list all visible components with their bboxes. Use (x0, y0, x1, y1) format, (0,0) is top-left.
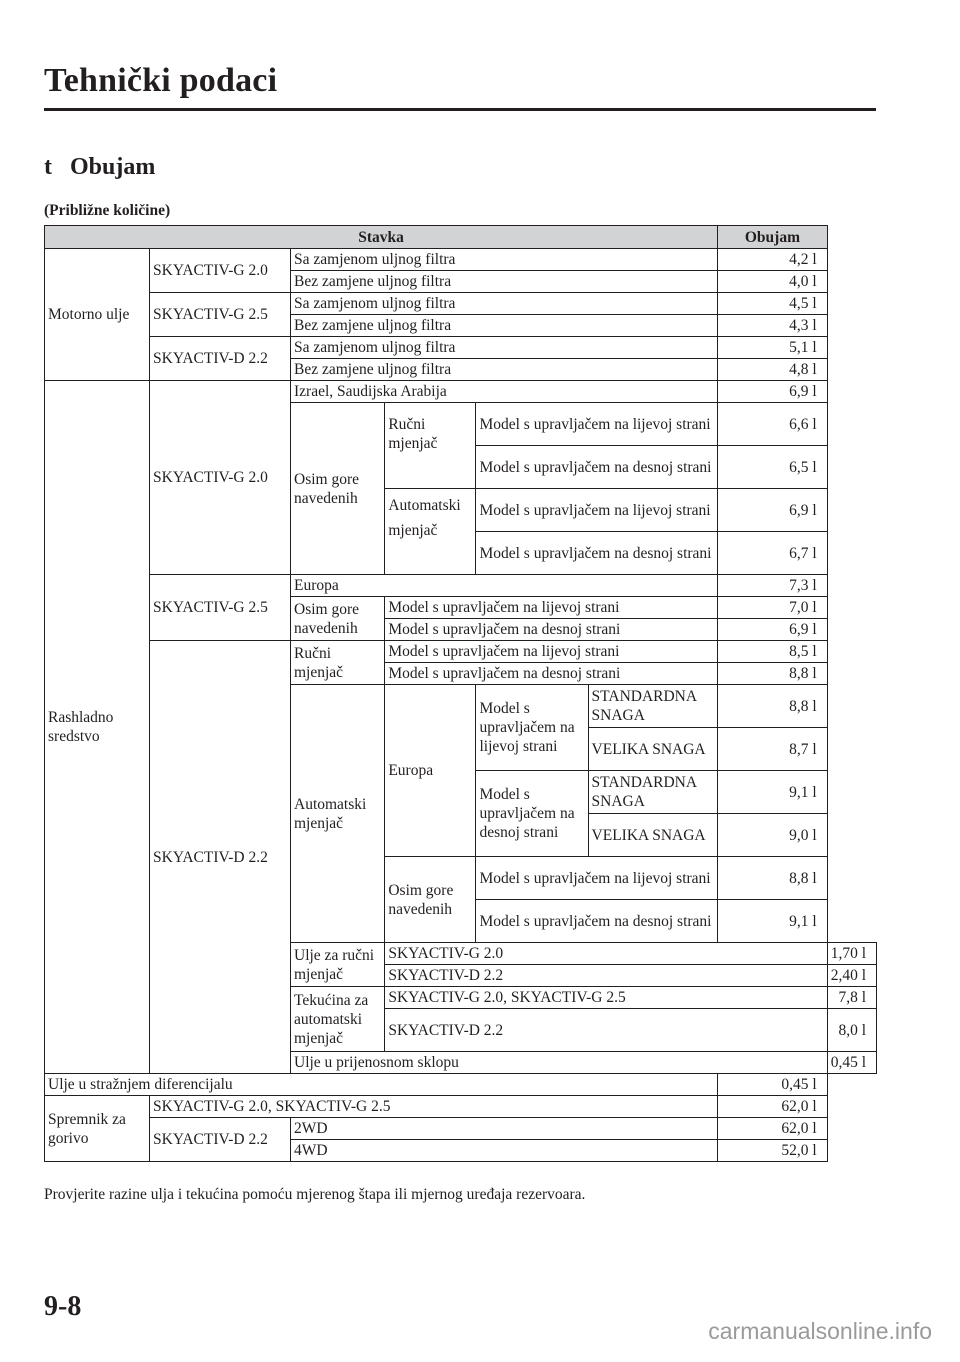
cell-value: 8,8 l (718, 857, 828, 900)
engine-name: SKYACTIV-D 2.2 (150, 641, 291, 1074)
row-label: Tekućina za automatski mjenjač (291, 987, 385, 1052)
model-lhd: Model s upravljačem na lijevoj strani (476, 685, 588, 771)
engine-name: SKYACTIV-D 2.2 (150, 1118, 291, 1162)
cell-text: Model s upravljačem na desnoj strani (476, 532, 718, 575)
cell-value: 6,9 l (718, 489, 828, 532)
engine-name: SKYACTIV-G 2.5 (150, 293, 291, 337)
section-bullet: t (44, 154, 52, 180)
cell-value: 7,3 l (718, 575, 828, 597)
cell-value: 0,45 l (718, 1074, 828, 1096)
cell-text: Model s upravljačem na lijevoj strani (476, 857, 718, 900)
cell-text: Model s upravljačem na lijevoj strani (476, 403, 718, 446)
cell-value: 6,7 l (718, 532, 828, 575)
header-item: Stavka (45, 226, 718, 249)
cell-text: Bez zamjene uljnog filtra (291, 315, 718, 337)
table-header-row (45, 226, 877, 249)
transmission-automatic: Automatski mjenjač (385, 489, 476, 575)
table-row (45, 381, 877, 403)
model-rhd: Model s upravljačem na desnoj strani (476, 771, 588, 857)
cell-text: Model s upravljačem na lijevoj strani (385, 641, 718, 663)
cell-value: 62,0 l (718, 1118, 828, 1140)
cell-value: 4,2 l (718, 249, 828, 271)
cell-text: Bez zamjene uljnog filtra (291, 359, 718, 381)
power-standard: STANDARDNA SNAGA (588, 771, 718, 814)
title-rule (44, 108, 876, 111)
table-row (45, 293, 877, 315)
cell-value: 5,1 l (718, 337, 828, 359)
capacity-table (44, 225, 877, 1162)
cell-value: 7,0 l (718, 597, 828, 619)
table-row (45, 1074, 877, 1096)
cell-value: 6,5 l (718, 446, 828, 489)
footnote: Provjerite razine ulja i tekućina pomoću mjerenog štapa ili mjernog uređaja rezervoara. (44, 1186, 586, 1203)
cell-value: 6,6 l (718, 403, 828, 446)
table-row (45, 337, 877, 359)
transmission-manual: Ručni mjenjač (291, 641, 385, 685)
page-number: 9-8 (44, 1291, 82, 1322)
cell-text: SKYACTIV-D 2.2 (385, 965, 827, 987)
cell-value: 7,8 l (827, 987, 876, 1009)
cell-text: Sa zamjenom uljnog filtra (291, 293, 718, 315)
row-label: Spremnik za gorivo (45, 1096, 150, 1162)
cell-value: 9,1 l (718, 900, 828, 943)
cell-text: Model s upravljačem na desnoj strani (476, 900, 718, 943)
table-row (45, 575, 877, 597)
cell-text: Europa (291, 575, 718, 597)
power-standard: STANDARDNA SNAGA (588, 685, 718, 728)
cell-text: Ulje u stražnjem diferencijalu (45, 1074, 718, 1096)
region-other: Osim gore navedenih (291, 597, 385, 641)
cell-text: Ulje u prijenosnom sklopu (291, 1052, 828, 1074)
cell-value: 8,7 l (718, 728, 828, 771)
cell-text: 2WD (291, 1118, 718, 1140)
cell-text: Model s upravljačem na desnoj strani (476, 446, 718, 489)
cell-value: 8,0 l (827, 1009, 876, 1052)
engine-name: SKYACTIV-G 2.0 (150, 249, 291, 293)
cell-value: 8,5 l (718, 641, 828, 663)
engine-name: SKYACTIV-G 2.0 (150, 381, 291, 575)
cell-value: 6,9 l (718, 381, 828, 403)
row-label: Rashladno sredstvo (45, 381, 150, 1074)
cell-value: 8,8 l (718, 685, 828, 728)
power-high: VELIKA SNAGA (588, 728, 718, 771)
section-note: (Približne količine) (44, 202, 171, 219)
cell-text: Bez zamjene uljnog filtra (291, 271, 718, 293)
table-row (45, 249, 877, 271)
cell-text: SKYACTIV-G 2.0, SKYACTIV-G 2.5 (385, 987, 827, 1009)
table-row (45, 1096, 877, 1118)
page-title: Tehnički podaci (44, 62, 278, 99)
cell-text: Model s upravljačem na desnoj strani (385, 663, 718, 685)
region-europe: Europa (385, 685, 476, 857)
cell-text: 4WD (291, 1140, 718, 1162)
row-label: Ulje za ručni mjenjač (291, 943, 385, 987)
table-row (45, 641, 877, 663)
cell-value: 9,0 l (718, 814, 828, 857)
cell-text: SKYACTIV-G 2.0, SKYACTIV-G 2.5 (150, 1096, 718, 1118)
section-title: Obujam (70, 154, 156, 180)
cell-value: 52,0 l (718, 1140, 828, 1162)
cell-text: Model s upravljačem na lijevoj strani (385, 597, 718, 619)
cell-value: 4,3 l (718, 315, 828, 337)
cell-text: Sa zamjenom uljnog filtra (291, 249, 718, 271)
cell-value: 62,0 l (718, 1096, 828, 1118)
table-row (45, 1118, 877, 1140)
power-high: VELIKA SNAGA (588, 814, 718, 857)
cell-text: SKYACTIV-D 2.2 (385, 1009, 827, 1052)
watermark: carmanualsonline.info (708, 1318, 932, 1344)
section-heading (44, 154, 155, 181)
cell-value: 1,70 l (827, 943, 876, 965)
engine-name: SKYACTIV-G 2.5 (150, 575, 291, 641)
cell-text: Sa zamjenom uljnog filtra (291, 337, 718, 359)
cell-value: 4,5 l (718, 293, 828, 315)
cell-value: 6,9 l (718, 619, 828, 641)
cell-text: Model s upravljačem na lijevoj strani (476, 489, 718, 532)
engine-name: SKYACTIV-D 2.2 (150, 337, 291, 381)
region-other: Osim gore navedenih (385, 857, 476, 943)
cell-value: 0,45 l (827, 1052, 876, 1074)
transmission-automatic: Automatski mjenjač (291, 685, 385, 943)
header-volume: Obujam (718, 226, 828, 249)
cell-value: 4,8 l (718, 359, 828, 381)
transmission-manual: Ručni mjenjač (385, 403, 476, 489)
cell-value: 9,1 l (718, 771, 828, 814)
region-other: Osim gore navedenih (291, 403, 385, 575)
cell-text: Izrael, Saudijska Arabija (291, 381, 718, 403)
cell-text: Model s upravljačem na desnoj strani (385, 619, 718, 641)
cell-value: 4,0 l (718, 271, 828, 293)
cell-value: 8,8 l (718, 663, 828, 685)
row-label: Motorno ulje (45, 249, 150, 381)
cell-text: SKYACTIV-G 2.0 (385, 943, 827, 965)
cell-value: 2,40 l (827, 965, 876, 987)
